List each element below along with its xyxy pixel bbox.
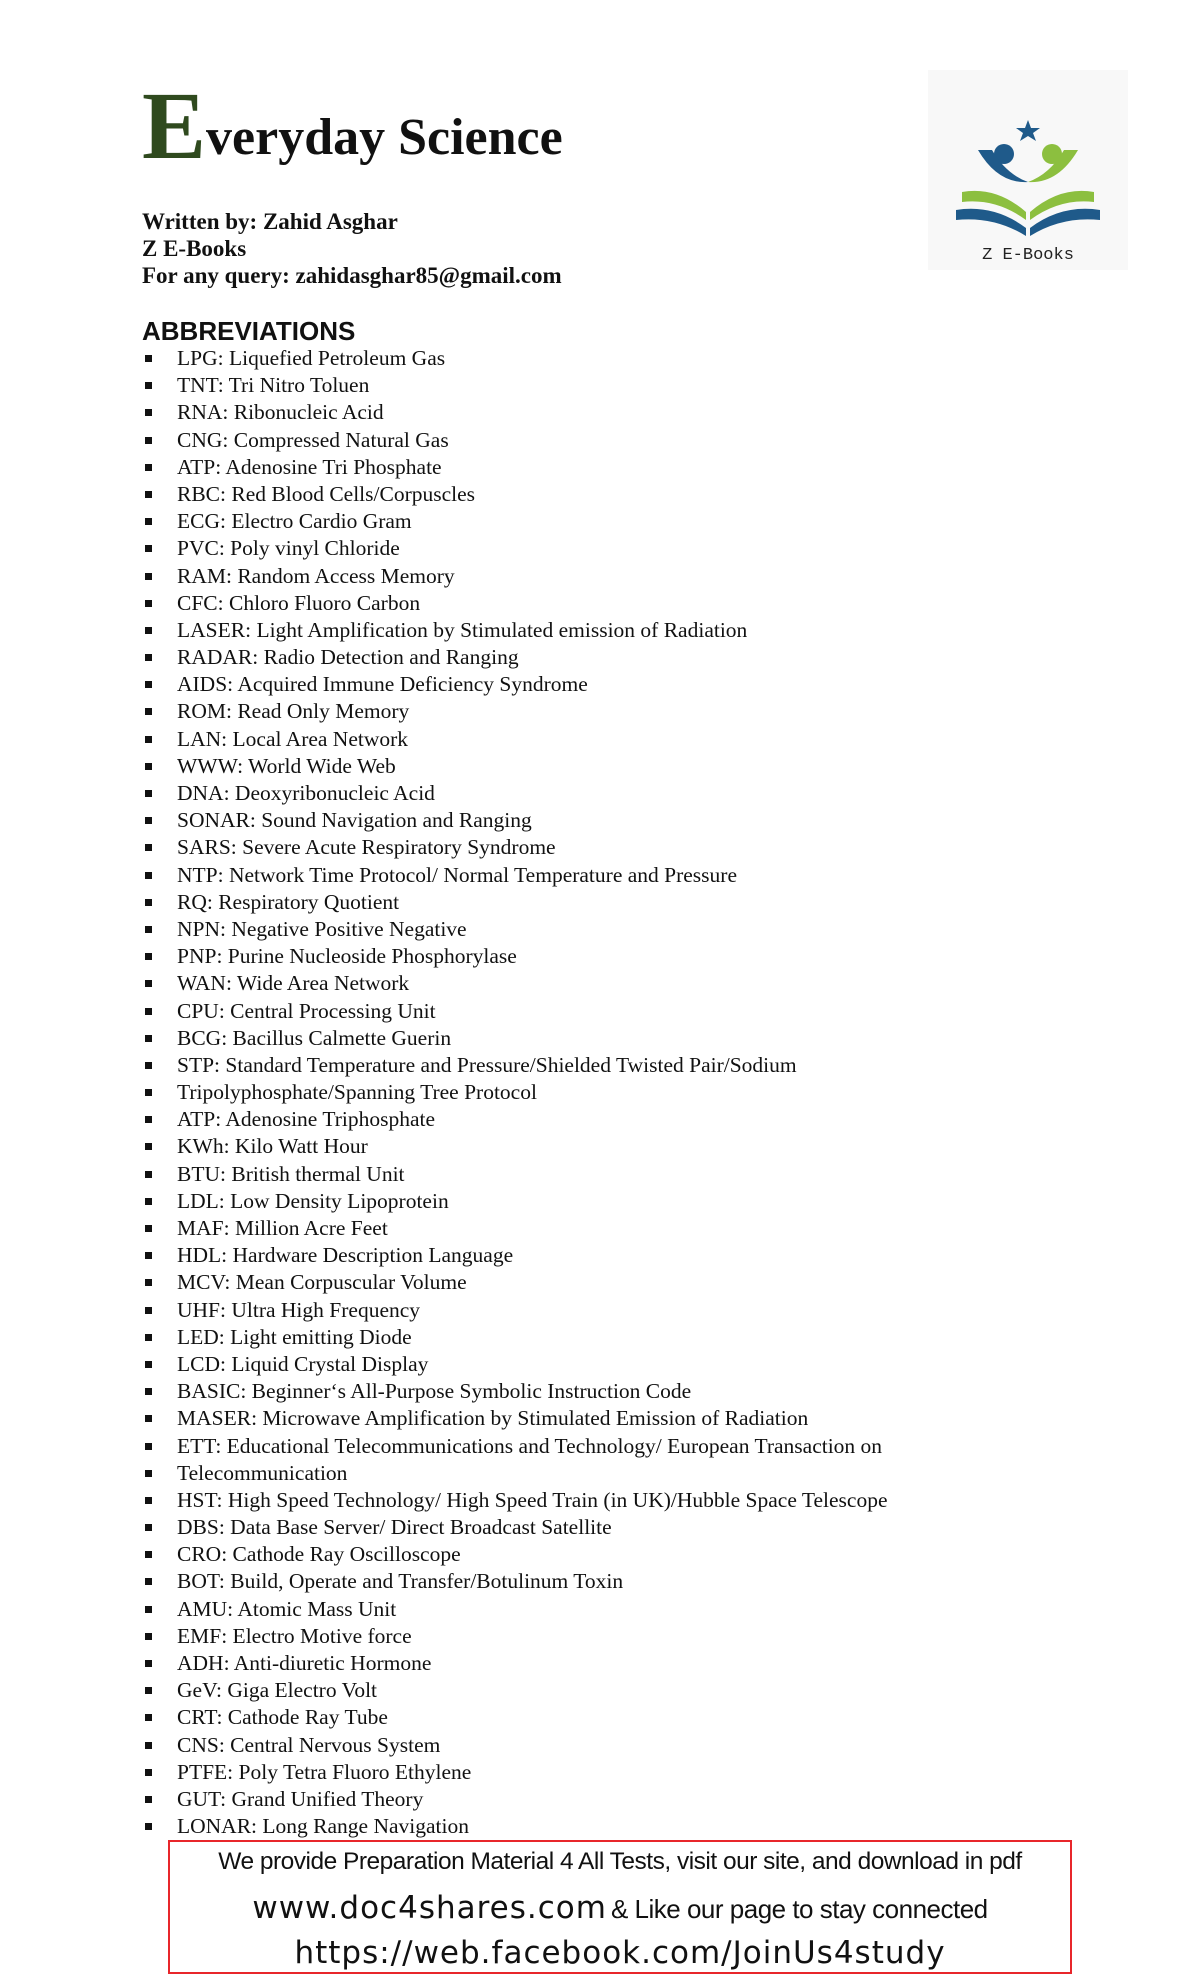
list-item: RAM: Random Access Memory bbox=[142, 563, 1002, 590]
list-item: RBC: Red Blood Cells/Corpuscles bbox=[142, 481, 1002, 508]
list-item: SONAR: Sound Navigation and Ranging bbox=[142, 807, 1002, 834]
promo-box bbox=[168, 1840, 1072, 1974]
list-item: AIDS: Acquired Immune Deficiency Syndrome bbox=[142, 671, 1002, 698]
list-item: LCD: Liquid Crystal Display bbox=[142, 1351, 1002, 1378]
list-item: Tripolyphosphate/Spanning Tree Protocol bbox=[142, 1079, 1002, 1106]
list-item: NTP: Network Time Protocol/ Normal Temperature and Pressure bbox=[142, 862, 1002, 889]
list-item: HDL: Hardware Description Language bbox=[142, 1242, 1002, 1269]
list-item: CPU: Central Processing Unit bbox=[142, 998, 1002, 1025]
list-item: BOT: Build, Operate and Transfer/Botulinum Toxin bbox=[142, 1568, 1002, 1595]
list-item: EMF: Electro Motive force bbox=[142, 1623, 1002, 1650]
list-item: LAN: Local Area Network bbox=[142, 726, 1002, 753]
list-item: RNA: Ribonucleic Acid bbox=[142, 399, 1002, 426]
promo-text: We provide Preparation Material 4 All Tests, visit our site, and download in pdf bbox=[218, 1848, 1022, 1875]
list-item: LDL: Low Density Lipoprotein bbox=[142, 1188, 1002, 1215]
list-item: RADAR: Radio Detection and Ranging bbox=[142, 644, 1002, 671]
list-item: TNT: Tri Nitro Toluen bbox=[142, 372, 1002, 399]
list-item: LONAR: Long Range Navigation bbox=[142, 1813, 1002, 1840]
list-item: Telecommunication bbox=[142, 1460, 1002, 1487]
list-item: PNP: Purine Nucleoside Phosphorylase bbox=[142, 943, 1002, 970]
abbreviations-list bbox=[142, 345, 1002, 1840]
list-item: NPN: Negative Positive Negative bbox=[142, 916, 1002, 943]
list-item: MCV: Mean Corpuscular Volume bbox=[142, 1269, 1002, 1296]
title-rest: veryday Science bbox=[206, 109, 563, 166]
list-item: RQ: Respiratory Quotient bbox=[142, 889, 1002, 916]
list-item: ETT: Educational Telecommunications and Technology/ European Transaction on bbox=[142, 1433, 1002, 1460]
list-item: ATP: Adenosine Tri Phosphate bbox=[142, 454, 1002, 481]
list-item: CRO: Cathode Ray Oscilloscope bbox=[142, 1541, 1002, 1568]
list-item: DNA: Deoxyribonucleic Acid bbox=[142, 780, 1002, 807]
list-item: ATP: Adenosine Triphosphate bbox=[142, 1106, 1002, 1133]
list-item: MAF: Million Acre Feet bbox=[142, 1215, 1002, 1242]
list-item: GUT: Grand Unified Theory bbox=[142, 1786, 1002, 1813]
list-item: ADH: Anti-diuretic Hormone bbox=[142, 1650, 1002, 1677]
facebook-link[interactable]: https://web.facebook.com/JoinUs4study bbox=[294, 1935, 946, 1971]
list-item: CNG: Compressed Natural Gas bbox=[142, 427, 1002, 454]
query-email-line: For any query: zahidasghar85@gmail.com bbox=[142, 263, 562, 288]
author-line: Written by: Zahid Asghar bbox=[142, 209, 398, 234]
list-item: PTFE: Poly Tetra Fluoro Ethylene bbox=[142, 1759, 1002, 1786]
list-item: STP: Standard Temperature and Pressure/Shielded Twisted Pair/Sodium bbox=[142, 1052, 1002, 1079]
list-item: MASER: Microwave Amplification by Stimulated Emission of Radiation bbox=[142, 1405, 1002, 1432]
list-item: PVC: Poly vinyl Chloride bbox=[142, 535, 1002, 562]
list-item: LASER: Light Amplification by Stimulated emission of Radiation bbox=[142, 617, 1002, 644]
author-block bbox=[142, 208, 942, 289]
list-item: GeV: Giga Electro Volt bbox=[142, 1677, 1002, 1704]
list-item: AMU: Atomic Mass Unit bbox=[142, 1596, 1002, 1623]
list-item: ECG: Electro Cardio Gram bbox=[142, 508, 1002, 535]
list-item: KWh: Kilo Watt Hour bbox=[142, 1133, 1002, 1160]
list-item: WAN: Wide Area Network bbox=[142, 970, 1002, 997]
list-item: DBS: Data Base Server/ Direct Broadcast Satellite bbox=[142, 1514, 1002, 1541]
list-item: CFC: Chloro Fluoro Carbon bbox=[142, 590, 1002, 617]
promo-site-line bbox=[170, 1886, 1070, 1936]
list-item: SARS: Severe Acute Respiratory Syndrome bbox=[142, 834, 1002, 861]
page-header bbox=[142, 72, 942, 289]
list-item: UHF: Ultra High Frequency bbox=[142, 1297, 1002, 1324]
publisher-line: Z E-Books bbox=[142, 236, 247, 261]
list-item: ROM: Read Only Memory bbox=[142, 698, 1002, 725]
list-item: LED: Light emitting Diode bbox=[142, 1324, 1002, 1351]
list-item: BTU: British thermal Unit bbox=[142, 1161, 1002, 1188]
list-item: CNS: Central Nervous System bbox=[142, 1732, 1002, 1759]
list-item: WWW: World Wide Web bbox=[142, 753, 1002, 780]
z-ebooks-logo bbox=[928, 70, 1128, 270]
star-icon bbox=[1016, 120, 1040, 141]
book-people-icon bbox=[948, 120, 1108, 240]
list-item: LPG: Liquefied Petroleum Gas bbox=[142, 345, 1002, 372]
list-item: CRT: Cathode Ray Tube bbox=[142, 1704, 1002, 1731]
site-link[interactable]: www.doc4shares.com bbox=[252, 1890, 607, 1926]
like-page-text: & Like our page to stay connected bbox=[610, 1894, 988, 1924]
list-item: HST: High Speed Technology/ High Speed Train (in UK)/Hubble Space Telescope bbox=[142, 1487, 1002, 1514]
list-item: BASIC: Beginner‘s All-Purpose Symbolic Instruction Code bbox=[142, 1378, 1002, 1405]
page-title bbox=[142, 72, 942, 179]
title-first-letter: E bbox=[142, 72, 207, 179]
logo-text: Z E-Books bbox=[982, 246, 1074, 265]
abbreviations-heading: ABBREVIATIONS bbox=[142, 316, 356, 346]
list-item: BCG: Bacillus Calmette Guerin bbox=[142, 1025, 1002, 1052]
